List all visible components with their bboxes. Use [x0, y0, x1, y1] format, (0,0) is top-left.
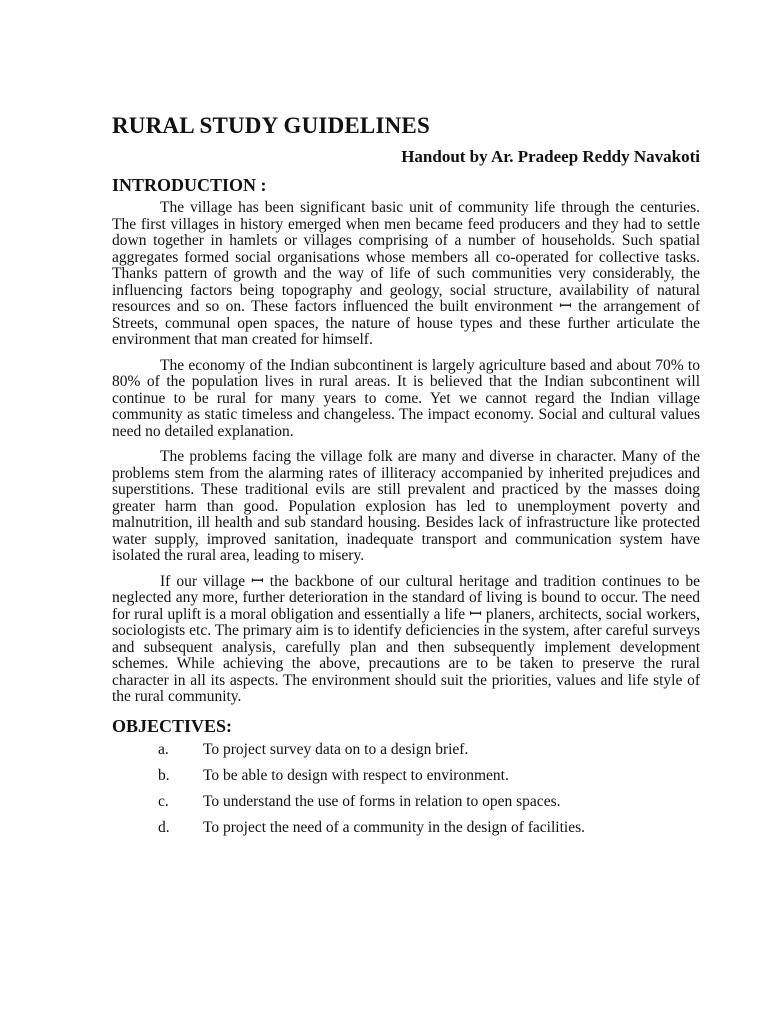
author-line: Handout by Ar. Pradeep Reddy Navakoti	[401, 147, 700, 166]
intro-paragraph: If our village ꟷ the backbone of our cultural heritage and tradition continues to be neglected any more, further deterioration in the standard of living is bound to occur. The need for rural uplift is a moral obligation and essentially a life ꟷ planers, architects, social workers, sociologists etc. The primary aim is to identify deficiencies in the system, after careful surveys and subsequent analysis, carefully plan and then subsequently implement development schemes. While achieving the above, precautions are to be taken to preserve the rural character in all its aspects. The environment should suit the priorities, values and life style of the rural community.	[112, 572, 700, 705]
intro-paragraph: The village has been significant basic unit of community life through the centuries. The first villages in history emerged when men became feed producers and they had to settle down together in hamlets or villages comprising of a number of households. Such spatial aggregates formed social organisations whose members all co-operated for collective tasks. Thanks pattern of growth and the way of life of such communities very considerably, the influencing factors being topography and geology, social structure, availability of natural resources and so on. These factors influenced the built environment ꟷ the arrangement of Streets, communal open spaces, the nature of house types and these further articulate the environment that man created for himself.	[112, 199, 700, 348]
objectives-list	[112, 741, 700, 837]
objective-marker: b.	[158, 766, 170, 784]
objective-text: To project survey data on to a design brief.	[203, 740, 469, 758]
objective-marker: d.	[158, 818, 170, 836]
objective-marker: a.	[158, 740, 169, 758]
objective-item	[112, 767, 700, 785]
objective-item	[112, 741, 700, 759]
objective-text: To be able to design with respect to environment.	[203, 766, 509, 784]
objective-item	[112, 793, 700, 811]
document-title: RURAL STUDY GUIDELINES	[112, 113, 430, 138]
objective-text: To project the need of a community in the design of facilities.	[203, 818, 585, 836]
objective-text: To understand the use of forms in relation to open spaces.	[203, 792, 561, 810]
objective-marker: c.	[158, 792, 169, 810]
objective-item	[112, 819, 700, 837]
intro-paragraph: The economy of the Indian subcontinent is largely agriculture based and about 70% to 80% of the population lives in rural areas. It is believed that the Indian subcontinent will continue to be rural for many years to come. Yet we cannot regard the Indian village community as static timeless and changeless. The impact economy. Social and cultural values need no detailed explanation.	[112, 356, 700, 440]
introduction-heading: INTRODUCTION :	[112, 175, 267, 195]
objectives-heading: OBJECTIVES:	[112, 715, 233, 736]
intro-paragraph: The problems facing the village folk are many and diverse in character. Many of the problems stem from the alarming rates of illiteracy accompanied by inherited prejudices and superstitions. These traditional evils are still prevalent and practiced by the masses doing greater harm than good. Population explosion has led to unemployment poverty and malnutrition, ill health and sub standard housing. Besides lack of infrastructure like protected water supply, improved sanitation, inadequate transport and communication system have isolated the rural area, leading to misery.	[112, 448, 700, 564]
